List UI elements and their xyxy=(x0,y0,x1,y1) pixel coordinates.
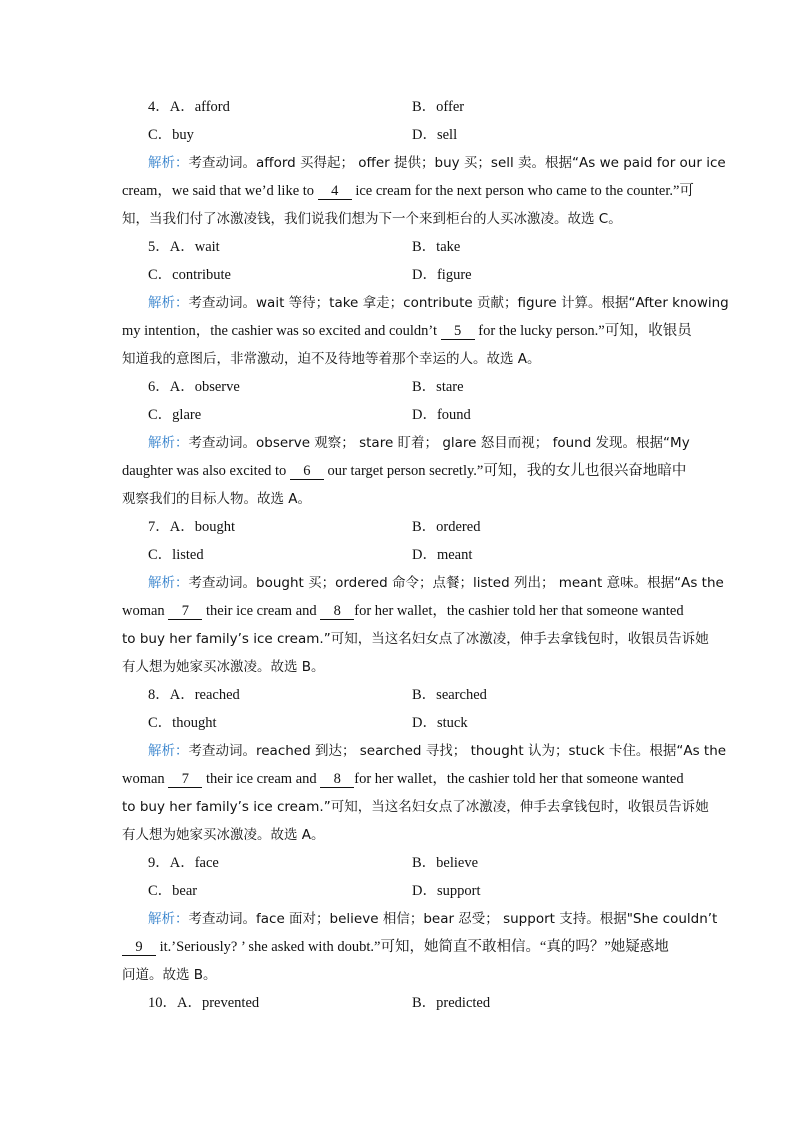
q6-analysis-line3: 观察我们的目标人物。故选 A。 xyxy=(122,491,312,507)
blank-8: 8 xyxy=(320,771,354,788)
q5-analysis-line1: 解析：考查动词。wait 等待；take 拿走；contribute 贡献；figure 计算。根据“After knowing xyxy=(148,295,729,311)
q7-analysis-line2: woman 7 their ice cream and 8 for her wallet，the cashier told her that someone wanted xyxy=(122,603,684,619)
q5-option-d: D．figure xyxy=(412,267,472,283)
q8-analysis-line4: 有人想为她家买冰激凌。故选 A。 xyxy=(122,827,325,843)
q5-option-c: C．contribute xyxy=(148,267,231,283)
q8-option-d: D．stuck xyxy=(412,715,468,731)
blank-6: 6 xyxy=(290,463,324,480)
q8-analysis-line1: 解析：考查动词。reached 到达； searched 寻找； thought 认为；stuck 卡住。根据“As the xyxy=(148,743,727,759)
q6-analysis-line1: 解析：考查动词。observe 观察； stare 盯着； glare 怒目而视； found 发现。根据“My xyxy=(148,435,690,451)
q7-analysis-line4: 有人想为她家买冰激凌。故选 B。 xyxy=(122,659,325,675)
q9-option-c: C．bear xyxy=(148,883,198,899)
q4-option-d: D．sell xyxy=(412,127,458,143)
q5-analysis-line3: 知道我的意图后，非常激动，迫不及待地等着那个幸运的人。故选 A。 xyxy=(122,351,541,367)
q7-option-d: D．meant xyxy=(412,547,473,563)
q8-analysis-line3: to buy her family’s ice cream.”可知，当这名妇女点了冰激凌，伸手去拿钱包时，收银员告诉她 xyxy=(122,799,709,815)
q8-option-b: B．searched xyxy=(412,687,487,703)
blank-7: 7 xyxy=(168,771,202,788)
q9-analysis-line3: 问道。故选 B。 xyxy=(122,967,217,983)
q8-option-c: C．thought xyxy=(148,715,217,731)
q9-option-b: B．believe xyxy=(412,855,479,871)
q4-analysis-line2: cream，we said that we’d like to 4 ice cream for the next person who came to the counter.”可 xyxy=(122,183,694,199)
q9-analysis-line1: 解析：考查动词。face 面对；believe 相信；bear 忍受； support 支持。根据"She couldn’t xyxy=(148,911,718,927)
q9-option-d: D．support xyxy=(412,883,481,899)
q7-option-c: C．listed xyxy=(148,547,204,563)
q5-option-a: 5．A．wait xyxy=(148,239,220,255)
q7-option-a: 7．A．bought xyxy=(148,519,235,535)
q4-option-b: B．offer xyxy=(412,99,465,115)
q6-option-a: 6．A．observe xyxy=(148,379,240,395)
q4-option-a: 4．A．afford xyxy=(148,99,230,115)
q5-option-b: B．take xyxy=(412,239,461,255)
blank-7: 7 xyxy=(168,603,202,620)
q9-analysis-line2: 9 it.’Seriously? ’ she asked with doubt.”可知，她简直不敢相信。“真的吗？”她疑惑地 xyxy=(122,937,692,957)
q6-analysis-line2: daughter was also excited to 6 our target person secretly.”可知，我的女儿也很兴奋地暗中 xyxy=(122,463,687,479)
blank-5: 5 xyxy=(441,323,475,340)
q6-option-d: D．found xyxy=(412,407,471,423)
q7-option-b: B．ordered xyxy=(412,519,481,535)
q9-option-a: 9．A．face xyxy=(148,855,219,871)
q7-analysis-line1: 解析：考查动词。bought 买；ordered 命令；点餐；listed 列出； meant 意味。根据“As the xyxy=(148,575,724,591)
blank-4: 4 xyxy=(318,183,352,200)
q7-analysis-line3: to buy her family’s ice cream.”可知，当这名妇女点了冰激凌，伸手去拿钱包时，收银员告诉她 xyxy=(122,631,709,647)
q6-option-c: C．glare xyxy=(148,407,202,423)
q8-analysis-line2: woman 7 their ice cream and 8 for her wallet，the cashier told her that someone wanted xyxy=(122,771,684,787)
q8-option-a: 8．A．reached xyxy=(148,687,240,703)
q10-option-a: 10．A．prevented xyxy=(148,995,260,1011)
blank-9: 9 xyxy=(122,939,156,956)
blank-8: 8 xyxy=(320,603,354,620)
q4-analysis-line1: 解析：考查动词。afford 买得起； offer 提供；buy 买；sell 卖。根据“As we paid for our ice xyxy=(148,155,726,171)
q4-analysis-line3: 知，当我们付了冰激凌钱，我们说我们想为下一个来到柜台的人买冰激凌。故选 C。 xyxy=(122,211,622,227)
q6-option-b: B．stare xyxy=(412,379,464,395)
q4-option-c: C．buy xyxy=(148,127,194,143)
q10-option-b: B．predicted xyxy=(412,995,491,1011)
q5-analysis-line2: my intention，the cashier was so excited and couldn’t 5 for the lucky person.”可知，收银员 xyxy=(122,323,692,339)
